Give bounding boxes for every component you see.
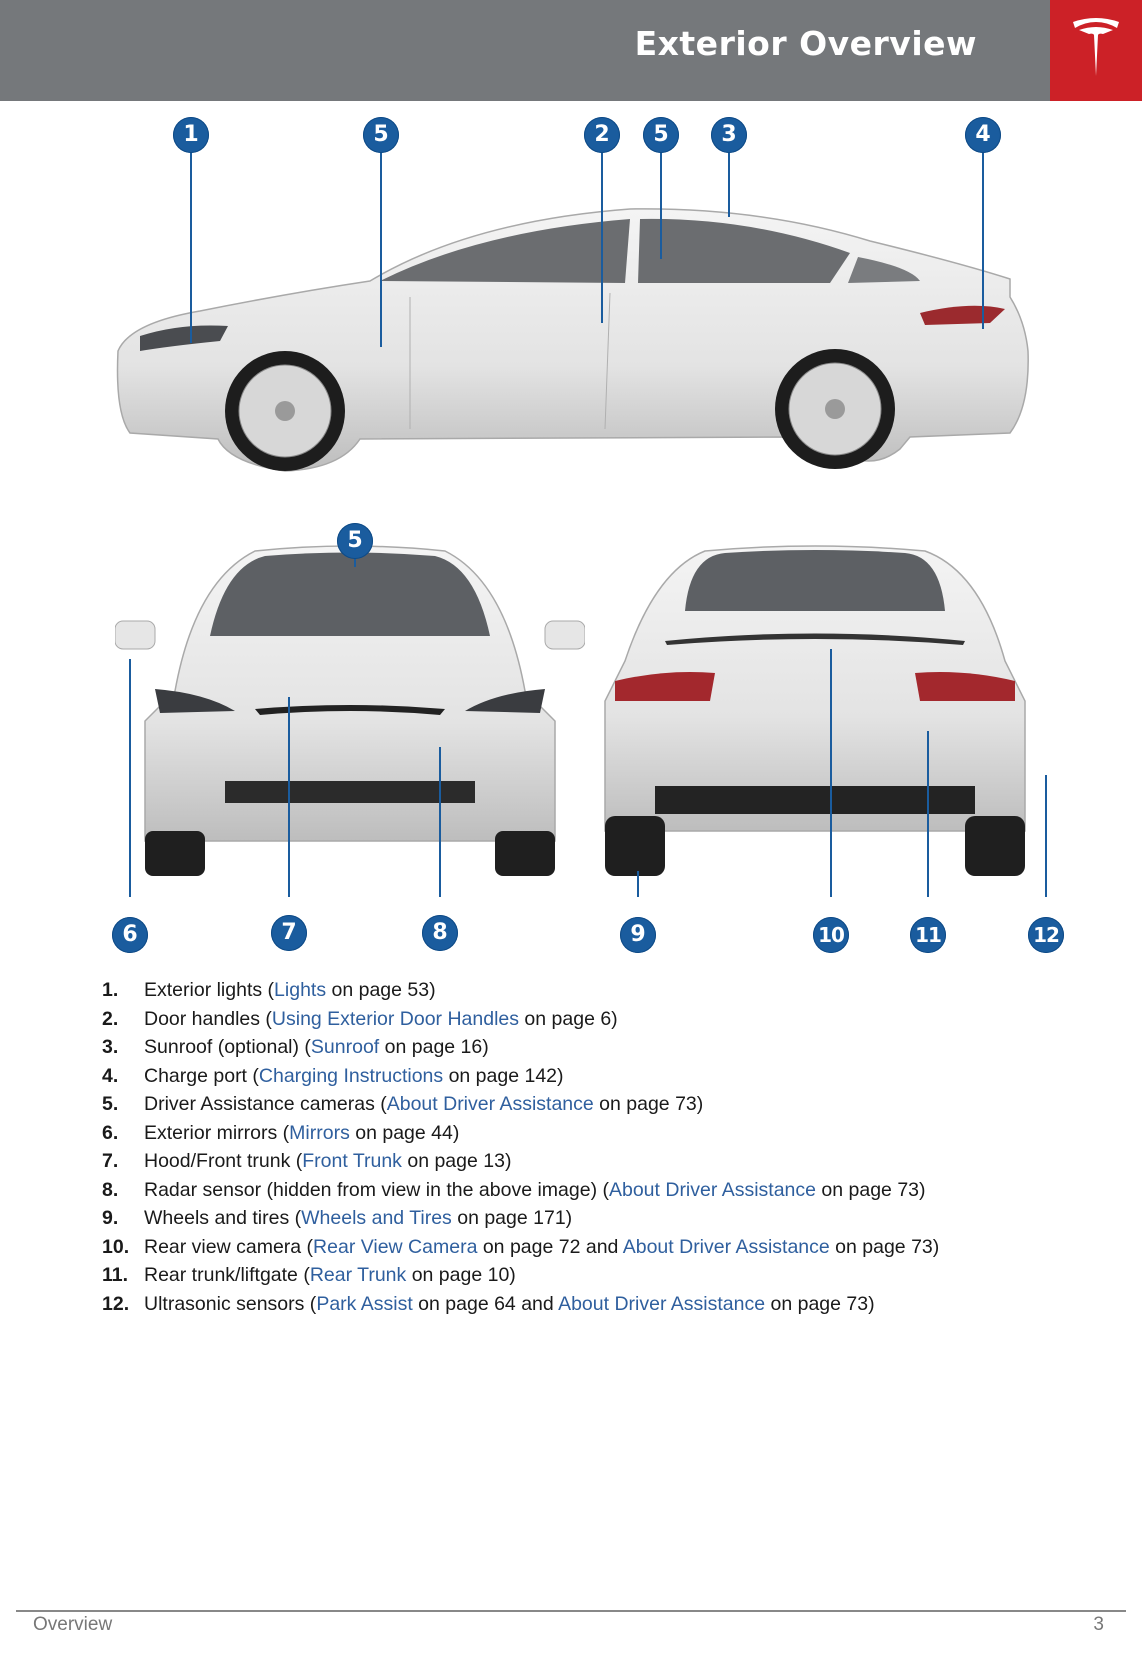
- list-item: 6. Exterior mirrors (Mirrors on page 44): [102, 1121, 460, 1144]
- link-sunroof[interactable]: Sunroof: [310, 1036, 380, 1058]
- link-lights[interactable]: Lights: [274, 979, 327, 1001]
- callout-4: 4: [965, 117, 1001, 153]
- link-about-driver-assistance[interactable]: About Driver Assistance: [622, 1235, 830, 1258]
- list-item: 5. Driver Assistance cameras (About Driver Assistance on page 73): [102, 1093, 704, 1115]
- link-about-driver-assistance[interactable]: About Driver Assistance: [608, 1178, 816, 1201]
- link-mirrors[interactable]: Mirrors: [289, 1121, 350, 1144]
- car-front-view: [115, 541, 585, 881]
- callout-8: 8: [422, 915, 458, 951]
- list-item: 4. Charge port (Charging Instructions on page 142): [102, 1064, 564, 1087]
- callout-5: 5: [643, 117, 679, 153]
- callout-12: 12: [1028, 917, 1064, 953]
- list-item: 12. Ultrasonic sensors (Park Assist on page 64 and About Driver Assistance on page 73): [102, 1292, 875, 1315]
- leader-line: [728, 151, 730, 217]
- callout-10: 10: [813, 917, 849, 953]
- car-rear-view: [595, 541, 1045, 881]
- exterior-diagram: [0, 101, 1142, 961]
- page-header: [0, 0, 1142, 101]
- list-item: 7. Hood/Front trunk (Front Trunk on page 13): [102, 1150, 512, 1172]
- component-list: [102, 976, 1082, 1318]
- list-item: 3. Sunroof (optional) (Sunroof on page 16): [102, 1036, 489, 1058]
- page-number: 3: [1093, 1614, 1104, 1635]
- link-charging-instructions[interactable]: Charging Instructions: [258, 1064, 444, 1087]
- link-about-driver-assistance[interactable]: About Driver Assistance: [386, 1093, 594, 1115]
- brand-logo-box: [1050, 0, 1142, 101]
- callout-6: 6: [112, 917, 148, 953]
- leader-line: [637, 871, 639, 897]
- list-item: 2. Door handles (Using Exterior Door Handles on page 6): [102, 1007, 618, 1030]
- leader-line: [830, 649, 832, 897]
- callout-2: 2: [584, 117, 620, 153]
- footer-divider: [16, 1610, 1126, 1612]
- callout-3: 3: [711, 117, 747, 153]
- leader-line: [982, 151, 984, 329]
- leader-line: [288, 697, 290, 897]
- leader-line: [1045, 775, 1047, 897]
- link-park-assist[interactable]: Park Assist: [316, 1292, 413, 1315]
- leader-line: [601, 151, 603, 323]
- list-item: 11. Rear trunk/liftgate (Rear Trunk on page 10): [102, 1264, 516, 1286]
- callout-1: 1: [173, 117, 209, 153]
- callout-5: 5: [363, 117, 399, 153]
- tesla-logo-icon: [1071, 16, 1121, 78]
- callout-7: 7: [271, 915, 307, 951]
- leader-line: [190, 151, 192, 343]
- leader-line: [439, 747, 441, 897]
- page-title: Exterior Overview: [634, 24, 977, 63]
- car-side-view: [110, 201, 1080, 591]
- link-door-handles[interactable]: Using Exterior Door Handles: [271, 1007, 520, 1030]
- list-item: 1. Exterior lights (Lights on page 53): [102, 979, 436, 1001]
- link-wheels-and-tires[interactable]: Wheels and Tires: [301, 1207, 452, 1229]
- leader-line: [129, 659, 131, 897]
- link-rear-trunk[interactable]: Rear Trunk: [309, 1264, 407, 1286]
- leader-line: [380, 151, 382, 347]
- footer-section-name: Overview: [33, 1614, 113, 1635]
- callout-9: 9: [620, 917, 656, 953]
- callout-11: 11: [910, 917, 946, 953]
- list-item: 8. Radar sensor (hidden from view in the above image) (About Driver Assistance on page 73): [102, 1178, 926, 1201]
- link-front-trunk[interactable]: Front Trunk: [302, 1150, 402, 1172]
- list-item: 9. Wheels and tires (Wheels and Tires on page 171): [102, 1207, 573, 1229]
- callout-5: 5: [337, 523, 373, 559]
- leader-line: [660, 151, 662, 259]
- link-rear-view-camera[interactable]: Rear View Camera: [313, 1235, 478, 1258]
- list-item: 10. Rear view camera (Rear View Camera on page 72 and About Driver Assistance on page 73): [102, 1235, 940, 1258]
- link-about-driver-assistance[interactable]: About Driver Assistance: [558, 1292, 766, 1315]
- leader-line: [927, 731, 929, 897]
